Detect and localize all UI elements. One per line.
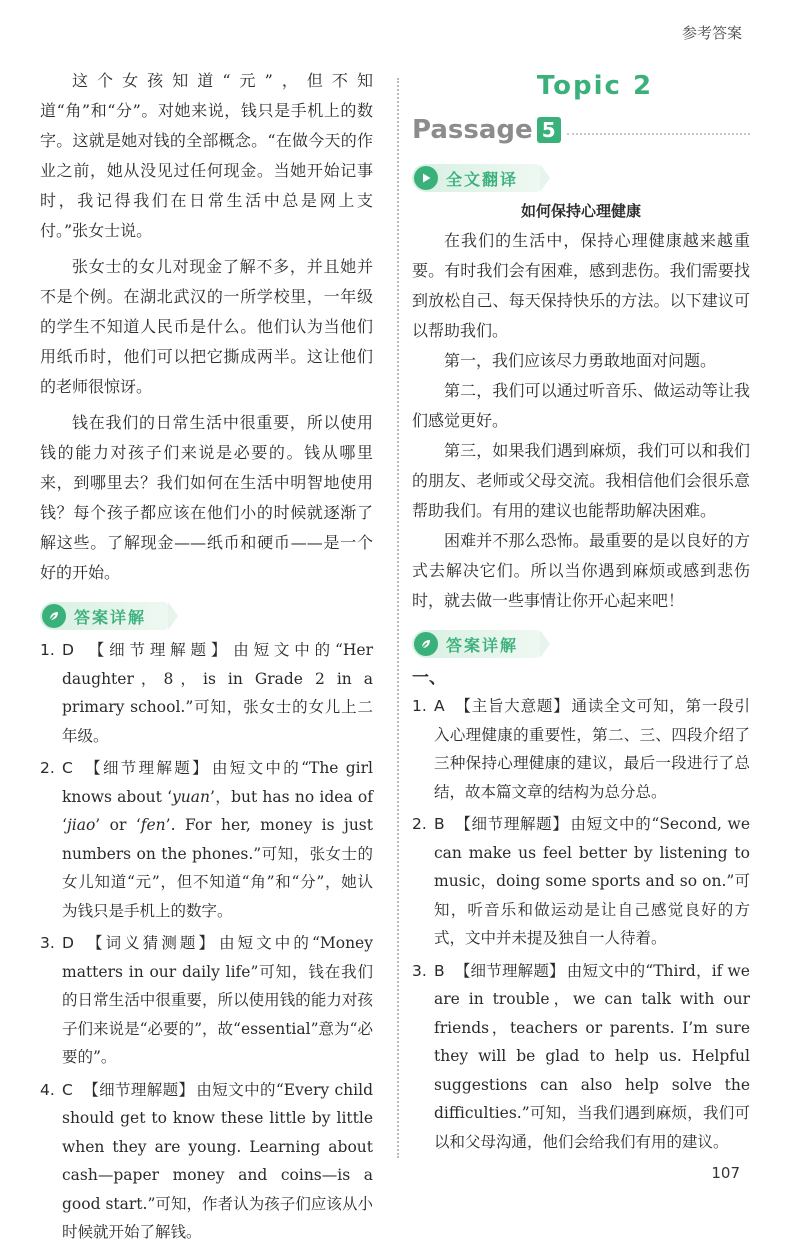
answer-item	[40, 1076, 373, 1247]
question-type: 【主旨大意题】	[454, 697, 570, 715]
answer-explanation: 由短文中的“Third，if we are in trouble，we can talk with our friends，teachers or parents. I’m sure they will be glad to help us. Helpful suggestions can also help solve the difficulties.”可知，当我们遇到麻烦，我们可以和父母沟通，他们会给我们有用的建议。	[434, 961, 750, 1151]
right-answer-tag-label: 答案详解	[446, 635, 519, 655]
answer-letter: A	[434, 697, 445, 715]
answer-letter: C	[62, 1080, 73, 1099]
answer-explanation: 由短文中的“Every child should get to know these little by little when they are young. Learning about cash—paper money and coins—is a good start.”可知，作者认为孩子们应该从小时候就开始了解钱。	[62, 1080, 373, 1241]
answer-number: 4.	[40, 1080, 55, 1099]
answer-letter: D	[62, 641, 74, 659]
translation-tag-label: 全文翻译	[446, 169, 519, 189]
answer-letter: C	[62, 759, 73, 777]
left-paragraph-3: 钱在我们的日常生活中很重要，所以使用钱的能力对孩子们来说是必要的。钱从哪里来，到哪里去？我们如何在生活中明智地使用钱？每个孩子都应该在他们小的时候就逐渐了解这些。了解现金——纸币和硬币——是一个好的开始。	[40, 413, 373, 582]
answer-item	[40, 929, 373, 1072]
answer-explanation: 由短文中的“Second, we can make us feel better by listening to music，doing some sports and so on.”可知，听音乐和做运动是让自己感觉良好的方式，文中并未提及独自一人待着。	[434, 815, 750, 947]
question-type: 【细节理解题】	[82, 1080, 195, 1099]
page-header-label: 参考答案	[681, 24, 742, 42]
answer-explanation-part: 由短文中的“The girl knows about ‘	[62, 759, 373, 806]
right-column	[412, 66, 750, 1156]
answer-item	[40, 636, 373, 750]
answer-item	[412, 692, 750, 806]
leaf-icon	[42, 604, 66, 628]
right-answer-section-header	[412, 630, 750, 658]
right-paragraph-1: 在我们的生活中，保持心理健康越来越重要。有时我们会有困难，感到悲伤。我们需要找到放松自己、每天保持快乐的方法。以下建议可以帮助我们。	[412, 231, 750, 340]
answer-number: 3.	[412, 961, 427, 980]
answer-explanation: 由短文中的“Her daughter，8，is in Grade 2 in a primary school.”可知，张女士的女儿上二年级。	[62, 641, 373, 745]
answer-explanation-part: ’，but has no idea of ‘	[62, 787, 374, 834]
question-type: 【词义猜测题】	[83, 934, 218, 952]
left-answer-tag	[40, 602, 168, 630]
question-type: 【细节理解题】	[83, 641, 232, 659]
answer-letter: D	[62, 934, 74, 952]
right-paragraph-4: 第三，如果我们遇到麻烦，我们可以和我们的朋友、老师或父母交流。我相信他们会很乐意帮助我们。有用的建议也能帮助解决困难。	[412, 441, 750, 520]
left-paragraph-1: 这个女孩知道“元”，但不知道“角”和“分”。对她来说，钱只是手机上的数字。这就是她对钱的全部概念。“在做今天的作业之前，她从没见过任何现金。当她开始记事时，我记得我们在日常生活中总是网上支付。”张女士说。	[40, 71, 373, 240]
topic-title: Topic 2	[536, 71, 654, 101]
passage-heading	[412, 110, 750, 150]
pinyin-jiao: jiao	[66, 816, 96, 834]
left-answer-section-header	[40, 602, 373, 630]
pinyin-fen: fen	[140, 816, 166, 834]
right-paragraph-3: 第二，我们可以通过听音乐、做运动等让我们感觉更好。	[412, 381, 750, 430]
left-column	[40, 66, 373, 1247]
right-answer-tag	[412, 630, 540, 658]
answer-explanation: 通读全文可知，第一段引入心理健康的重要性，第二、三、四段介绍了三种保持心理健康的建议，最后一段进行了总结，故本篇文章的结构为总分总。	[434, 697, 750, 801]
answer-number: 3.	[40, 934, 55, 952]
answer-letter: B	[434, 815, 445, 833]
passage-word: Passage	[412, 115, 533, 145]
answer-number: 1.	[40, 641, 55, 659]
answer-item	[40, 754, 373, 925]
answer-number: 2.	[40, 759, 55, 777]
right-paragraph-5: 困难并不那么恐怖。最重要的是以良好的方式去解决它们。所以当你遇到麻烦或感到悲伤时，就去做一些事情让你开心起来吧！	[412, 531, 750, 610]
pinyin-yuan: yuan	[172, 787, 211, 806]
left-paragraph-2: 张女士的女儿对现金了解不多，并且她并不是个例。在湖北武汉的一所学校里，一年级的学生不知道人民币是什么。他们认为当他们用纸币时，他们可以把它撕成两半。这让他们的老师很惊讶。	[40, 257, 373, 396]
right-paragraph-2: 第一，我们应该尽力勇敢地面对问题。	[444, 351, 717, 370]
question-type: 【细节理解题】	[454, 961, 565, 980]
play-icon	[414, 166, 438, 190]
answer-item	[412, 810, 750, 953]
passage-number-badge: 5	[537, 117, 561, 143]
answer-explanation-part: ’ or ‘	[95, 816, 141, 834]
answer-item	[412, 957, 750, 1157]
question-type: 【细节理解题】	[82, 759, 210, 777]
answer-number: 2.	[412, 815, 427, 833]
translation-tag	[412, 164, 540, 192]
question-type: 【细节理解题】	[454, 815, 569, 833]
page-number: 107	[711, 1164, 740, 1182]
article-title: 如何保持心理健康	[520, 202, 641, 220]
answer-number: 1.	[412, 697, 427, 715]
translation-section-header	[412, 164, 750, 192]
answer-letter: B	[434, 961, 445, 980]
leaf-icon	[414, 632, 438, 656]
part-heading: 一、	[412, 668, 446, 688]
column-divider	[397, 78, 399, 1158]
answer-explanation-part: ’. For her, money is just numbers on the phones.”可知，张女士的女儿知道“元”，但不知道“角”和“分”，她认为钱只是手机上的数字。	[62, 816, 373, 920]
left-answer-tag-label: 答案详解	[74, 607, 147, 627]
answer-explanation: 由短文中的“Money matters in our daily life”可知，钱在我们的日常生活中很重要，所以使用钱的能力对孩子们来说是“必要的”，故“essential”意为“必要的”。	[62, 934, 373, 1066]
passage-dotted-rule	[567, 133, 750, 135]
